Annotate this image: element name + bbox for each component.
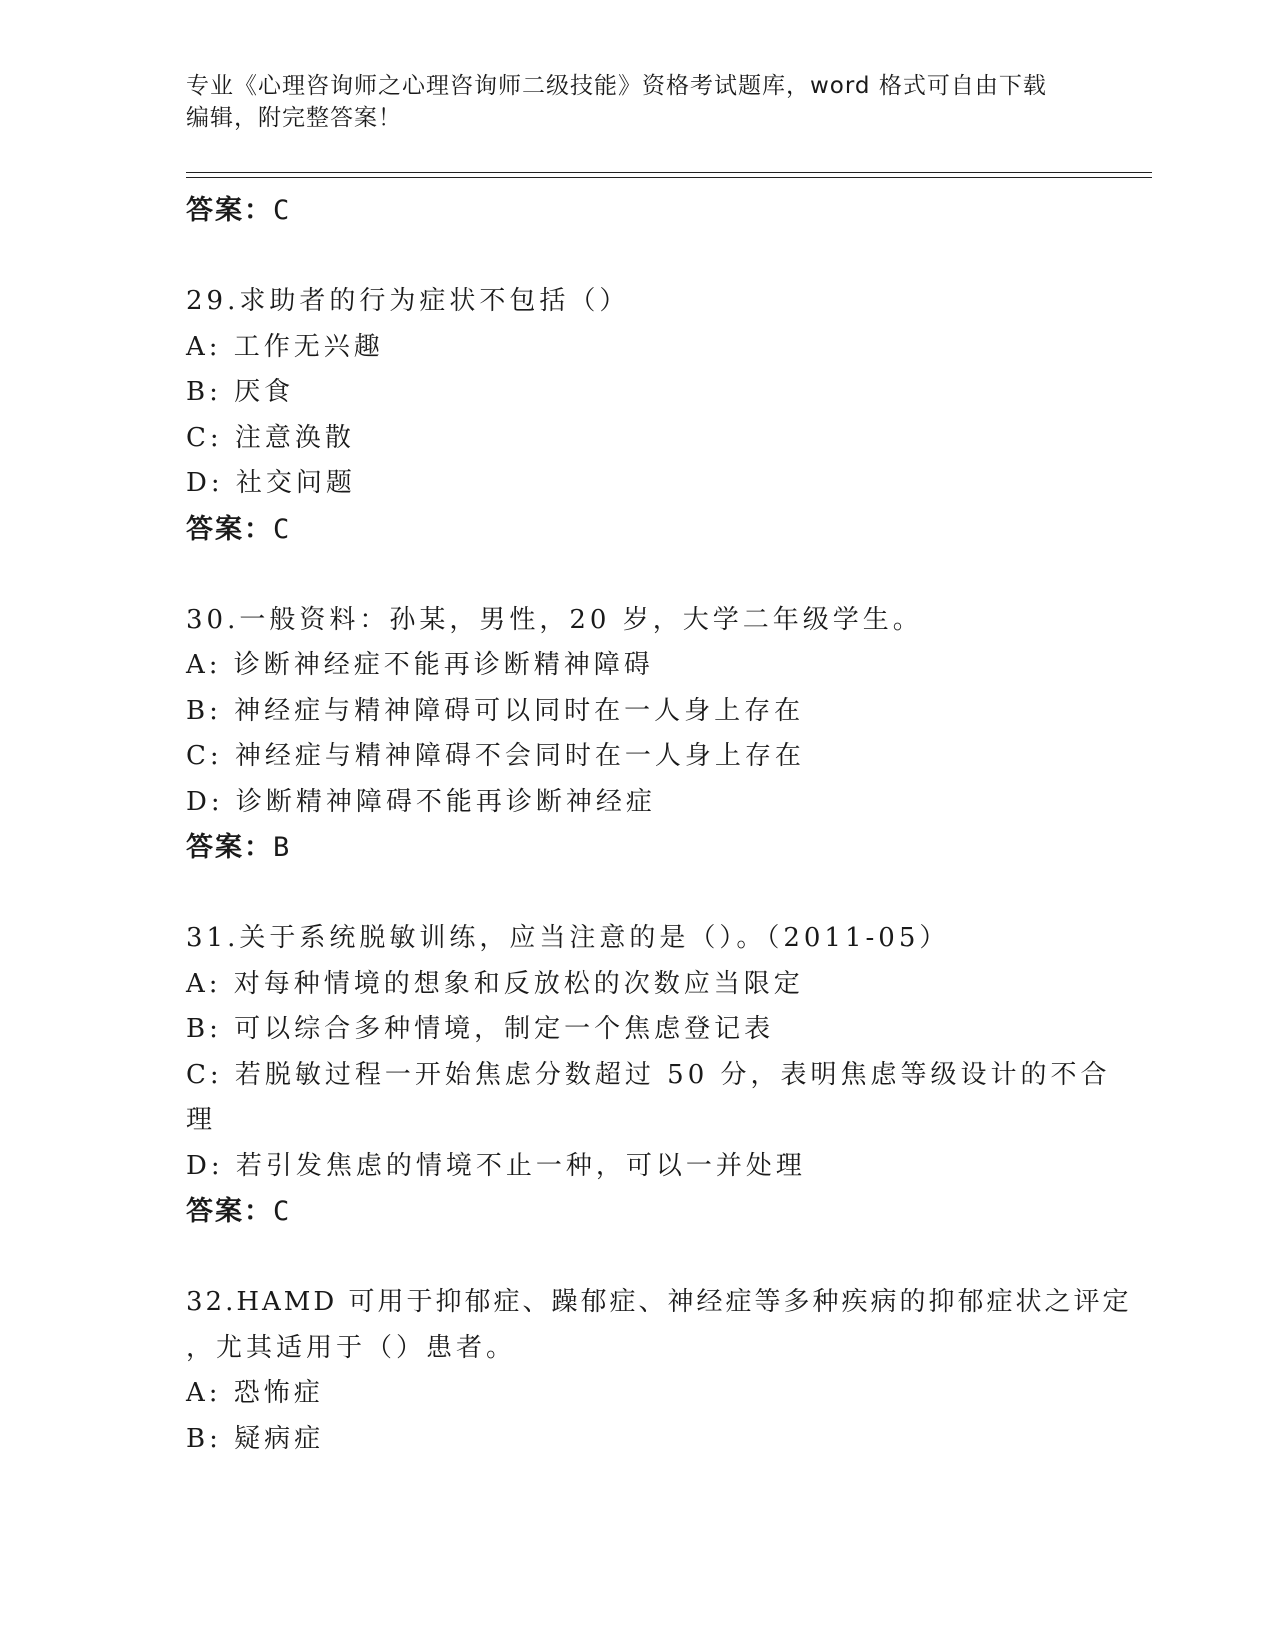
answer-value: B [273, 832, 292, 863]
option-b: B: 神经症与精神障碍可以同时在一人身上存在 [186, 695, 805, 726]
option-c: C: 神经症与精神障碍不会同时在一人身上存在 [186, 741, 805, 771]
option-a: A: 恐怖症 [186, 1378, 324, 1408]
option-a: A: 工作无兴趣 [186, 331, 384, 362]
spacer [186, 234, 1086, 280]
spacer [186, 871, 1086, 917]
option-b: B: 疑病症 [186, 1423, 325, 1454]
question-stem-continuation: ，尤其适用于（）患者。 [186, 1332, 517, 1363]
answer-line [186, 825, 1086, 871]
answer-label: 答案： [186, 513, 273, 545]
option-d: D: 诊断精神障碍不能再诊断神经症 [186, 786, 656, 817]
question-stem: 31.关于系统脱敏训练，应当注意的是（）。（2011-05） [186, 923, 950, 953]
option-d: D: 社交问题 [186, 468, 356, 498]
header-rule-top [186, 172, 1152, 173]
document-header [186, 70, 1086, 134]
answer-value: C [273, 1196, 292, 1227]
spacer [186, 552, 1086, 598]
option-b: B: 厌食 [186, 377, 295, 407]
answer-value: C [273, 513, 292, 545]
option-c-continuation: 理 [186, 1105, 217, 1135]
answer-label: 答案： [186, 832, 273, 863]
answer-line [186, 188, 1086, 234]
option-d: D: 若引发焦虑的情境不止一种，可以一并处理 [186, 1150, 806, 1181]
option-b: B: 可以综合多种情境，制定一个焦虑登记表 [186, 1014, 775, 1044]
option-c: C: 注意涣散 [186, 422, 355, 453]
question-stem: 30.一般资料：孙某，男性，20 岁，大学二年级学生。 [186, 604, 923, 635]
spacer [186, 1235, 1086, 1281]
question-stem: 29.求助者的行为症状不包括（） [186, 286, 630, 316]
header-rule-bottom [186, 177, 1152, 178]
header-line-1: 专业《心理咨询师之心理咨询师二级技能》资格考试题库，word 格式可自由下载 [186, 73, 1047, 99]
option-a: A: 诊断神经症不能再诊断精神障碍 [186, 650, 654, 680]
option-a: A: 对每种情境的想象和反放松的次数应当限定 [186, 968, 804, 999]
answer-line [186, 507, 1086, 553]
option-c: C: 若脱敏过程一开始焦虑分数超过 50 分，表明焦虑等级设计的不合 [186, 1059, 1111, 1090]
header-line-2: 编辑，附完整答案！ [186, 105, 402, 131]
answer-label: 答案： [186, 195, 273, 226]
answer-value: C [273, 195, 292, 226]
question-list [186, 188, 1132, 1462]
answer-label: 答案： [186, 1196, 273, 1227]
question-stem: 32.HAMD 可用于抑郁症、躁郁症、神经症等多种疾病的抑郁症状之评定 [186, 1287, 1132, 1317]
answer-line [186, 1189, 1086, 1235]
